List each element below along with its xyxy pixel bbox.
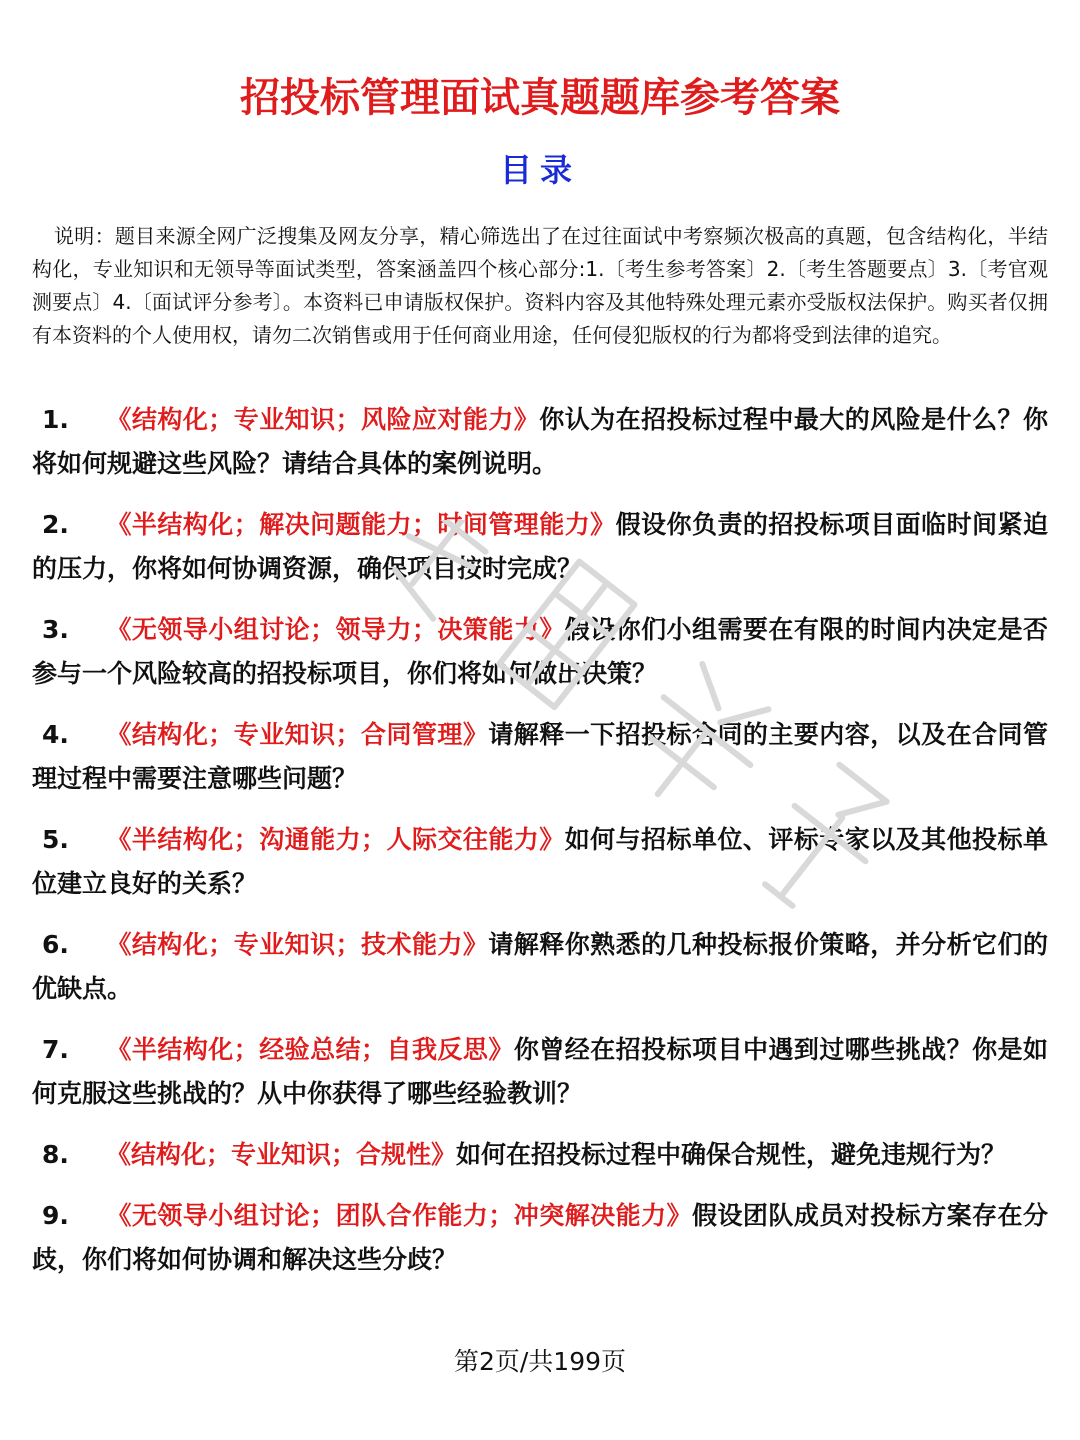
question-text: 如何在招投标过程中确保合规性，避免违规行为？ xyxy=(456,1140,1007,1169)
question-item xyxy=(32,1194,1048,1282)
question-number: 9. xyxy=(42,1201,69,1230)
question-number: 8. xyxy=(42,1140,69,1169)
question-item xyxy=(32,1028,1048,1116)
question-text: 请解释一下招投标合同的主要内容，以及在合同管理过程中需要注意哪些问题？ xyxy=(32,720,1048,793)
question-number: 2. xyxy=(42,510,69,539)
question-item xyxy=(32,1133,1048,1177)
question-text: 你曾经在招投标项目中遇到过哪些挑战？你是如何克服这些挑战的？从中你获得了哪些经验教训？ xyxy=(32,1035,1048,1108)
question-number: 5. xyxy=(42,825,69,854)
question-text: 假设你负责的招投标项目面临时间紧迫的压力，你将如何协调资源，确保项目按时完成？ xyxy=(32,510,1048,583)
question-tag: 《半结构化；沟通能力；人际交往能力》 xyxy=(106,825,565,854)
description-paragraph: 说明：题目来源全网广泛搜集及网友分享，精心筛选出了在过往面试中考察频次极高的真题，包含结构化，半结构化，专业知识和无领导等面试类型，答案涵盖四个核心部分:1.〔考生参考答案〕2.〔考生答题要点〕3.〔考官观测要点〕4.〔面试评分参考〕。本资料已申请版权保护。资料内容及其他特殊处理元素亦受版权法保护。购买者仅拥有本资料的个人使用权，请勿二次销售或用于任何商业用途，任何侵犯版权的行为都将受到法律的追究。 xyxy=(32,224,1048,347)
page-indicator: 第2页/共199页 xyxy=(453,1347,627,1376)
question-number: 6. xyxy=(42,930,69,959)
question-tag: 《结构化；专业知识；风险应对能力》 xyxy=(106,405,540,434)
question-text: 请解释你熟悉的几种投标报价策略，并分析它们的优缺点。 xyxy=(32,930,1048,1003)
question-number: 7. xyxy=(42,1035,69,1064)
question-tag: 《无领导小组讨论；团队合作能力；冲突解决能力》 xyxy=(106,1201,693,1230)
question-tag: 《结构化；专业知识；合同管理》 xyxy=(106,720,489,749)
question-number: 4. xyxy=(42,720,69,749)
question-tag: 《半结构化；解决问题能力；时间管理能力》 xyxy=(106,510,616,539)
question-item xyxy=(32,608,1048,696)
question-item xyxy=(32,818,1048,906)
question-item xyxy=(32,503,1048,591)
question-tag: 《半结构化；经验总结；自我反思》 xyxy=(106,1035,514,1064)
question-number: 1. xyxy=(42,405,69,434)
question-item xyxy=(32,713,1048,801)
question-text: 假设团队成员对投标方案存在分歧，你们将如何协调和解决这些分歧？ xyxy=(32,1201,1048,1274)
question-text: 你认为在招投标过程中最大的风险是什么？你将如何规避这些风险？请结合具体的案例说明。 xyxy=(32,405,1048,478)
question-text: 假设你们小组需要在有限的时间内决定是否参与一个风险较高的招投标项目，你们将如何做出决策？ xyxy=(32,615,1048,688)
toc-heading: 目录 xyxy=(499,151,580,189)
question-list xyxy=(32,398,1048,1299)
question-tag: 《结构化；专业知识；技术能力》 xyxy=(106,930,489,959)
question-tag: 《结构化；专业知识；合规性》 xyxy=(106,1140,457,1169)
question-item xyxy=(32,398,1048,486)
question-item xyxy=(32,923,1048,1011)
document-title: 招投标管理面试真题题库参考答案 xyxy=(240,75,840,121)
question-number: 3. xyxy=(42,615,69,644)
question-text: 如何与招标单位、评标专家以及其他投标单位建立良好的关系？ xyxy=(32,825,1048,898)
question-tag: 《无领导小组讨论；领导力；决策能力》 xyxy=(106,615,565,644)
